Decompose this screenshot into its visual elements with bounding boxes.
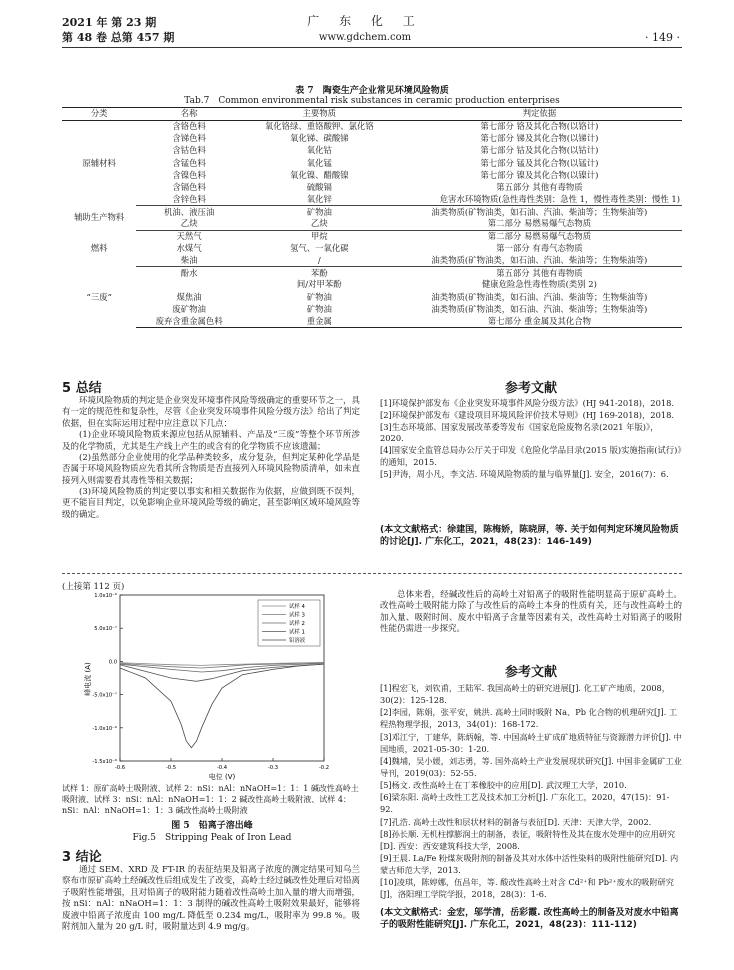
- table-row: [62, 230, 682, 242]
- table-row: [62, 242, 682, 254]
- y-tick-label: -1.0x10⁻⁶: [92, 725, 117, 732]
- paragraph: 通过 SEM、XRD 及 FT-IR 的表征结果及铅离子浓度的测定结果可知乌兰察布市原矿高岭土经碱改性后组成发生了改变，高岭土经过碱改性处理后对铅离子吸附性能增强，且对铅离子的吸附能力随着改性高岭土加入量的增大而增强，按 nSi：nAl：nNaOH=1：1：3 制得的碱改性高岭土吸附效果最好，能够将废液中铅离子浓度由 100 mg/L 降低至 0.234 mg/L，吸附率为 99.8 %。吸附剂加入量为 20 g/L 时，吸附量达到 4.9 mg/g。: [62, 865, 360, 932]
- x-tick-label: -0.2: [318, 765, 330, 771]
- basis-cell: 第一部分 有毒气态物质: [496, 242, 583, 253]
- summary-paragraph: [380, 590, 682, 636]
- legend-label: 试样 2: [289, 621, 305, 627]
- substance-cell: 氧化锰: [306, 157, 332, 168]
- reference-item: [3]邓江宁，丁建华，陈炳翰，等. 中国高岭土矿成矿地质特征与资源潜力评价[J]. 中国地质，2021-05-30：1-20.: [380, 731, 682, 754]
- basis-cell: 油类物质(矿物油类，如石油、汽油、柴油等；生物柴油等): [431, 303, 648, 314]
- table-row: [62, 303, 682, 315]
- y-axis-label: 峰电流 (A): [84, 662, 92, 696]
- substance-cell: 氧化锑、碳酸锑: [289, 133, 349, 144]
- section-5-body: [62, 396, 360, 521]
- basis-cell: 第七部分 重金属及其化合物: [397, 316, 682, 328]
- table-row: [62, 218, 682, 230]
- substance-cell: 氧化铬绿、重铬酸钾、氯化铬: [264, 121, 374, 132]
- name-cell: 含钴色料: [172, 145, 206, 156]
- legend-label: 铅溶液: [289, 638, 306, 644]
- table-header-cell: 分类: [62, 108, 136, 121]
- table-header-cell: 主要物质: [242, 108, 397, 121]
- figure-caption: 图 5 铅离子溶出峰: [171, 821, 253, 831]
- reference-item: [1]程宏飞，刘钦甫，王陆军. 我国高岭土的研究进展[J]. 化工矿产地质，2008，30(2)：125-128.: [380, 683, 670, 706]
- section-3-body: [62, 865, 360, 933]
- basis-cell: 第二部分 易燃易爆气态物质: [397, 218, 682, 230]
- name-cell: 含镍色料: [172, 169, 206, 180]
- paragraph: (3)环境风险物质的判定要以事实和相关数据作为依据，应做到既不误判，更不能盲目判定，以免影响企业环境风险等级的确定，甚至影响区域环境风险等级的确定。: [62, 487, 360, 520]
- reference-item: [1]环境保护部发布《企业突发环境事件风险分级方法》(HJ 941-2018)，2018.: [380, 398, 675, 408]
- name-cell: 酚水: [180, 267, 198, 278]
- substance-cell: 氢气、一氧化碳: [289, 242, 349, 253]
- substance-cell: 硫酸镉: [306, 181, 332, 192]
- name-cell: 柴油: [136, 255, 241, 267]
- reference-item: [8]孙长顺. 无机柱撑膨润土的制备，表征，吸附特性及其在废水处理中的应用研究[D]. 西安：西安建筑科技大学，2008.: [380, 828, 676, 851]
- name-cell: [136, 279, 241, 291]
- category-cell: 原辅材料: [82, 157, 116, 168]
- table-header-cell: 判定依据: [397, 108, 682, 121]
- x-tick-label: -0.3: [267, 765, 279, 771]
- paragraph: (2)虽然部分企业使用的化学品种类较多，成分复杂，但判定某种化学品是否属于环境风险物质应先看其所含物质是否直接列入环境风险物质清单，如未直接列入则需要看其毒性等相关数据；: [62, 452, 360, 486]
- name-cell: 乙炔: [136, 218, 241, 230]
- figure-caption-en: Fig.5 Stripping Peak of Iron Lead: [132, 833, 292, 843]
- risk-substance-table: [62, 107, 682, 328]
- reference-item: [2]李园，陈娟，张平安，姚洪. 高岭土同时吸附 Na、Pb 化合物的机理研究[J]. 工程热物理学报，2013，34(01)：168-172.: [380, 707, 678, 730]
- reference-item: [6]梁东阳. 高岭土改性工艺及技术加工分析[J]. 广东化工，2020，47(15)：91-92.: [380, 792, 670, 815]
- table-row: [62, 206, 682, 218]
- table-row: [62, 121, 682, 133]
- y-tick-label: 1.0x10⁻⁶: [94, 593, 117, 599]
- name-cell: 水煤气: [176, 242, 202, 253]
- table-row: [62, 279, 682, 291]
- substance-cell: 矿物油: [306, 291, 332, 302]
- basis-cell: 健康危险急性毒性物质(类别 2): [481, 279, 597, 290]
- reference-item: [2]环境保护部发布《建设项目环境风险评价技术导则》(HJ 169-2018)，2018.: [380, 409, 675, 420]
- table-row: [62, 291, 682, 303]
- name-cell: 废矿物油: [172, 303, 206, 314]
- reference-item: [9]王晨. La/Fe 粉煤灰吸附剂的制备及其对水体中活性染料的吸附性能研究[D]. 内蒙古师范大学，2013.: [380, 852, 679, 876]
- name-cell: 废弃含重金属色料: [136, 316, 241, 328]
- name-cell: 含铬色料: [172, 121, 206, 132]
- reference-item: [5]杨文. 改性高岭土在丁苯橡胶中的应用[D]. 武汉理工大学，2010.: [380, 780, 627, 791]
- basis-cell: 第七部分 镍及其化合物(以镍计): [480, 169, 599, 180]
- table-header-cell: 名称: [136, 108, 241, 121]
- reference-item: [5]尹涛，周小凡，李文洁. 环境风险物质的量与临界量[J]. 安全，2016(7)：6.: [380, 468, 669, 479]
- header-rule: [62, 47, 682, 48]
- paragraph: (1)企业环境风险物质来源应包括从原辅料、产品及“三废”等整个环节所涉及的化学物质，尤其是生产线上产生的或含有的化学物质不应该遗漏；: [62, 430, 360, 452]
- table-row: [62, 194, 682, 206]
- table-row: [62, 181, 682, 193]
- reference-item: [7]孔浩. 高岭土改性和层状材料的制备与表征[D]. 天津：天津大学，2002.: [380, 816, 652, 827]
- name-cell: 含锌色料: [136, 194, 241, 206]
- x-tick-label: -0.5: [165, 765, 177, 771]
- table-header-row: [62, 108, 682, 121]
- substance-cell: 氧化镍、醋酸镍: [289, 169, 349, 180]
- continued-note: (上接第 112 页): [62, 582, 125, 592]
- section-3-heading: 3 结论: [62, 850, 102, 865]
- category-cell: 辅助生产物料: [74, 212, 125, 223]
- reference-item: [4]国家安全监管总局办公厅关于印发《危险化学品目录(2015 版)实施指南(试行)》的通知，2015.: [380, 445, 682, 467]
- name-cell: 含镉色料: [172, 181, 206, 192]
- table-title-en: Tab.7 Common environmental risk substances in ceramic production enterprises: [184, 96, 560, 106]
- journal-name: 广 东 化 工: [307, 14, 423, 28]
- paragraph: 总体来看，经碱改性后的高岭土对铅离子的吸附性能明显高于原矿高岭土。改性高岭土吸附能力除了与改性后的高岭土本身的性质有关，还与改性高岭土的加入量、吸附时间、废水中铅离子含量等因素有关，改性高岭土对铅离子的吸附性能仍需进一步探究。: [380, 590, 682, 635]
- paragraph: 环境风险物质的判定是企业突发环境事件风险等级确定的重要环节之一，具有一定的规范性和复杂性，尽管《企业突发环境事件风险分级方法》给出了判定依据，但在实际运用过程中应注意以下几点：: [62, 396, 360, 429]
- basis-cell: 第五部分 其他有毒物质: [496, 181, 583, 192]
- series-line: [120, 664, 324, 748]
- table-row: [62, 145, 682, 157]
- reference-item: [4]魏埔，吴小媛，刘志勇，等. 国外高岭土产业发展现状研究[J]. 中国非金属矿工业导刊，2019(03)：52-55.: [380, 755, 682, 778]
- reference-item: [3]生态环境部、国家发展改革委等发布《国家危险废物名录(2021 年版)》，2020.: [380, 421, 659, 444]
- basis-cell: 危害水环境物质(急性毒性类别：急性 1，慢性毒性类别：慢性 1): [397, 194, 682, 206]
- table-row: [62, 267, 682, 279]
- volume-label: 第 48 卷 总第 457 期: [62, 31, 175, 44]
- table-title: 表 7 陶瓷生产企业常见环境风险物质: [295, 86, 449, 96]
- table-row: [62, 133, 682, 145]
- article-divider: [62, 573, 682, 574]
- substance-cell: 矿物油: [306, 303, 332, 314]
- substance-cell: 苯酚: [310, 267, 328, 278]
- basis-cell: 油类物质(矿物油类，如石油、汽油、柴油等；生物柴油等): [431, 291, 648, 302]
- legend-label: 试样 4: [289, 604, 305, 610]
- reference-item: [10]凌琪，陈婷娜，伍昌年，等. 酸改性高岭土对含 Cd²⁺和 Pb²⁺废水的吸附研究[J]，洛阳理工学院学报，2018，28(3)：1-6.: [380, 877, 674, 900]
- citation-format: (本文文献格式：徐建国，陈梅娇，陈晓屏，等. 关于如何判定环境风险物质的讨论[J]. 广东化工，2021，48(23)：146-149): [380, 525, 679, 548]
- y-tick-label: -1.5x10⁻⁶: [92, 759, 117, 765]
- substance-cell: 氧化锌: [242, 194, 397, 206]
- table-row: [62, 169, 682, 181]
- stripping-peak-chart: [62, 589, 362, 781]
- name-cell: 机油、液压油: [163, 206, 215, 217]
- basis-cell: 第七部分 钴及其化合物(以钴计): [480, 145, 599, 156]
- table-row: [62, 316, 682, 328]
- substance-cell: 重金属: [242, 316, 397, 328]
- page-number: · 149 ·: [645, 31, 680, 44]
- legend-label: 试样 3: [289, 612, 305, 619]
- basis-cell: 第五部分 其他有毒物质: [496, 267, 583, 278]
- name-cell: 煤焦油: [176, 291, 202, 302]
- references-heading: 参考文献: [504, 381, 557, 396]
- journal-url: www.gdchem.com: [318, 32, 412, 43]
- substance-cell: 乙炔: [242, 218, 397, 230]
- basis-cell: 第七部分 锑及其化合物(以锑计): [480, 133, 599, 144]
- substance-cell: /: [242, 255, 397, 267]
- basis-cell: 第七部分 锰及其化合物(以锰计): [480, 157, 599, 168]
- category-cell: 燃料: [90, 242, 108, 253]
- name-cell: 含锰色料: [172, 157, 206, 168]
- basis-cell: 第二部分 易燃易爆气态物质: [487, 230, 591, 241]
- name-cell: 天然气: [176, 230, 202, 241]
- basis-cell: 第七部分 铬及其化合物(以铬计): [480, 121, 599, 132]
- issue-label: 2021 年 第 23 期: [62, 16, 157, 29]
- x-tick-label: -0.4: [216, 765, 228, 771]
- y-tick-label: 0.0: [108, 659, 117, 666]
- references-heading-2: 参考文献: [504, 665, 557, 680]
- x-tick-label: -0.6: [114, 765, 126, 771]
- substance-cell: 甲烷: [310, 230, 328, 241]
- substance-cell: 间/对甲苯酚: [296, 279, 342, 290]
- table-row: [62, 157, 682, 169]
- category-cell: “三废”: [86, 291, 112, 302]
- figure-note: 试样 1：原矿高岭土吸附液、试样 2：nSi：nAl：nNaOH=1：1：1 碱改性高岭土吸附液、试样 3：nSi：nAl：nNaOH=1：1：2 碱改性高岭土吸附液、试样 4：nSi：nAl：nNaOH=1：1：3 碱改性高岭土吸附液: [62, 784, 359, 815]
- references-list-2: [380, 682, 682, 901]
- references-list: [380, 398, 682, 480]
- citation-format-2: (本文文献格式：金宏，邬学清，岳彩霞. 改性高岭土的制备及对废水中铅离子的吸附性能研究[J]. 广东化工，2021，48(23)：111-112): [380, 908, 679, 931]
- basis-cell: 油类物质(矿物油类，如石油、汽油、柴油等；生物柴油等): [431, 206, 648, 217]
- basis-cell: 油类物质(矿物油类，如石油、汽油、柴油等；生物柴油等): [397, 255, 682, 267]
- section-5-heading: 5 总结: [62, 381, 102, 396]
- x-axis-label: 电位 (V): [208, 773, 236, 781]
- substance-cell: 矿物油: [306, 206, 332, 217]
- y-tick-label: -5.0x10⁻⁷: [92, 692, 117, 699]
- table-row: [62, 255, 682, 267]
- legend-label: 试样 1: [289, 629, 305, 636]
- y-tick-label: 5.0x10⁻⁷: [94, 626, 117, 633]
- substance-cell: 氧化钴: [306, 145, 332, 156]
- name-cell: 含锑色料: [172, 133, 206, 144]
